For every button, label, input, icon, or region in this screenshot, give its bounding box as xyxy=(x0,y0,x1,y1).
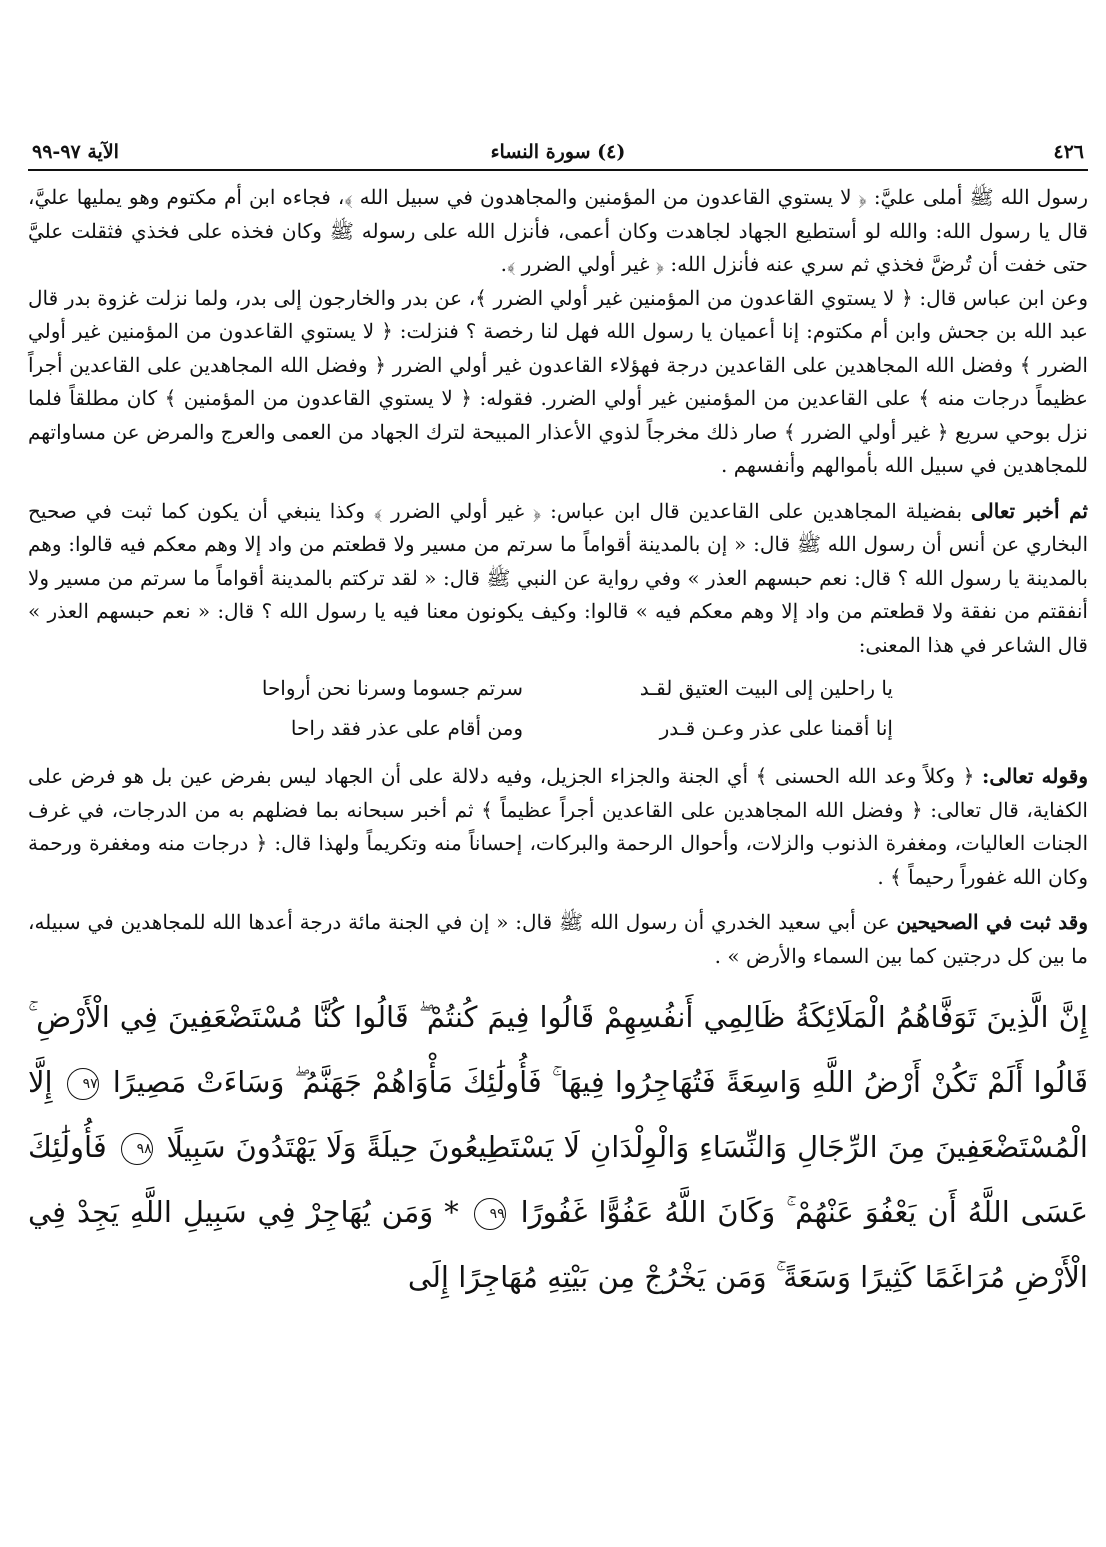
poem-line xyxy=(28,708,1088,748)
paragraph-lead: وقد ثبت في الصحيحين xyxy=(896,910,1088,934)
poem xyxy=(28,668,1088,748)
quran-verse: إِنَّ الَّذِينَ تَوَفَّاهُمُ الْمَلَائِكَةُ ظَالِمِي أَنفُسِهِمْ قَالُوا فِيمَ كُنتُمْ ۖ قَالُوا كُنَّا مُسْتَضْعَفِينَ فِي الْأَرْضِ ۚ قَالُوا أَلَمْ تَكُنْ أَرْضُ اللَّهِ وَاسِعَةً فَتُهَاجِرُوا فِيهَا ۚ فَأُولَٰئِكَ مَأْوَاهُمْ جَهَنَّمُ ۖ وَسَاءَتْ مَصِيرًا xyxy=(28,1000,1089,1099)
ayah-number-marker: ٩٨ xyxy=(121,1133,153,1165)
paragraph xyxy=(28,495,1088,663)
book-page xyxy=(28,135,1088,1540)
poem-second-hemistich: ومن أقام على عذر فقد راحا xyxy=(290,716,523,740)
page-number: ٤٢٦ xyxy=(1053,141,1084,163)
paragraph-text: بفضيلة المجاهدين على القاعدين قال ابن عباس: ﴿ غير أولي الضرر ﴾ وكذا ينبغي أن يكون كما ثبت في صحيح البخاري عن أنس أن رسول الله ﷺ قال: « إن بالمدينة أقواماً ما سرتم من مسير ولا قطعتم من واد إلا وهم معكم فيه قالوا: وهم بالمدينة يا رسول الله ؟ قال: نعم حبسهم العذر » وفي رواية عن النبي ﷺ قال: « لقد تركتم بالمدينة أقواماً ما سرتم من مسير ولا أنفقتم من نفقة ولا قطعتم من واد إلا وهم معكم فيه » قالوا: وكيف يكونون معنا فيه يا رسول الله ؟ قال: « نعم حبسهم العذر » قال الشاعر في هذا المعنى: xyxy=(28,498,1088,657)
ayah-number-marker: ٩٧ xyxy=(67,1068,99,1100)
poem-first-hemistich: يا راحلين إلى البيت العتيق لقـد xyxy=(639,676,893,700)
quran-verse: إِلَّا الْمُسْتَضْعَفِينَ مِنَ الرِّجَالِ وَالنِّسَاءِ وَالْوِلْدَانِ لَا يَسْتَطِيعُونَ حِيلَةً وَلَا يَهْتَدُونَ سَبِيلًا xyxy=(28,1065,1088,1164)
page-header xyxy=(28,135,1088,171)
paragraph-text: عن أبي سعيد الخدري أن رسول الله ﷺ قال: « إن في الجنة مائة درجة أعدها الله للمجاهدين في سبيله، ما بين كل درجتين كما بين السماء والأرض » . xyxy=(28,910,1088,968)
paragraph-lead: ثم أخبر تعالى xyxy=(971,498,1088,523)
ayah-number-marker: ٩٩ xyxy=(474,1198,506,1230)
quran-verse: فَأُولَٰئِكَ عَسَى اللَّهُ أَن يَعْفُوَ عَنْهُمْ ۚ وَكَانَ اللَّهُ عَفُوًّا غَفُورًا xyxy=(28,1130,1089,1229)
paragraph xyxy=(28,181,1088,282)
poem-second-hemistich: سرتم جسوما وسرنا نحن أرواحا xyxy=(261,676,523,700)
paragraph-text: رسول الله ﷺ أملى عليَّ: ﴿ لا يستوي القاعدون من المؤمنين والمجاهدون في سبيل الله ﴾، فجاءه ابن أم مكتوم وهو يمليها عليَّ، قال يا رسول الله: والله لو أستطيع الجهاد لجاهدت وكان أعمى، فأنزل الله على رسوله ﷺ وكان فخذه على فخذي فثقلت عليَّ حتى خفت أن تُرضَّ فخذي ثم سري عنه فأنزل الله: ﴿ غير أولي الضرر ﴾. xyxy=(28,185,1088,276)
commentary-text xyxy=(28,181,1088,973)
hizb-star-icon: * xyxy=(444,1195,459,1229)
paragraph xyxy=(28,906,1088,973)
paragraph xyxy=(28,282,1088,483)
paragraph-text: وعن ابن عباس قال: ﴿ لا يستوي القاعدون من المؤمنين غير أولي الضرر ﴾، عن بدر والخارجون إلى بدر، ولما نزلت غزوة بدر قال عبد الله بن جحش وابن أم مكتوم: إنا أعميان يا رسول الله فهل لنا رخصة ؟ فنزلت: ﴿ لا يستوي القاعدون من المؤمنين غير أولي الضرر ﴾ وفضل الله المجاهدين على القاعدين درجة فهؤلاء القاعدون غير أولي الضرر ﴿ وفضل الله المجاهدين على القاعدين أجراً عظيماً درجات منه ﴾ على القاعدين من المؤمنين غير أولي الضرر. فقوله: ﴿ لا يستوي القاعدون من المؤمنين ﴾ كان مطلقاً فلما نزل بوحي سريع ﴿ غير أولي الضرر ﴾ صار ذلك مخرجاً لذوي الأعذار المبيحة لترك الجهاد من العمى والعرج والمرض عن مساواتهم للمجاهدين في سبيل الله بأموالهم وأنفسهم . xyxy=(28,285,1088,477)
paragraph-lead: وقوله تعالى: xyxy=(981,764,1088,788)
verse-range: الآية ٩٧-٩٩ xyxy=(32,141,119,163)
poem-line xyxy=(28,668,1088,708)
quran-text xyxy=(28,985,1088,1310)
surah-title: (٤) سورة النساء xyxy=(490,141,626,163)
poem-first-hemistich: إنا أقمنا على عذر وعـن قـدر xyxy=(659,716,893,740)
paragraph-text: ﴿ وكلاً وعد الله الحسنى ﴾ أي الجنة والجزاء الجزيل، وفيه دلالة على أن الجهاد ليس بفرض عين بل هو فرض على الكفاية، قال تعالى: ﴿ وفضل الله المجاهدين على القاعدين أجراً عظيماً ﴾ ثم أخبر سبحانه بما فضلهم به من الدرجات، في غرف الجنات العاليات، ومغفرة الذنوب والزلات، وأحوال الرحمة والبركات، إحساناً منه وتكريماً ولهذا قال: ﴿ درجات منه ومغفرة ورحمة وكان الله غفوراً رحيماً ﴾ . xyxy=(28,764,1088,889)
paragraph xyxy=(28,760,1088,894)
quran-verse: وَمَن يُهَاجِرْ فِي سَبِيلِ اللَّهِ يَجِدْ فِي الْأَرْضِ مُرَاغَمًا كَثِيرًا وَسَعَةً ۚ وَمَن يَخْرُجْ مِن بَيْتِهِ مُهَاجِرًا إِلَى xyxy=(28,1195,1088,1294)
